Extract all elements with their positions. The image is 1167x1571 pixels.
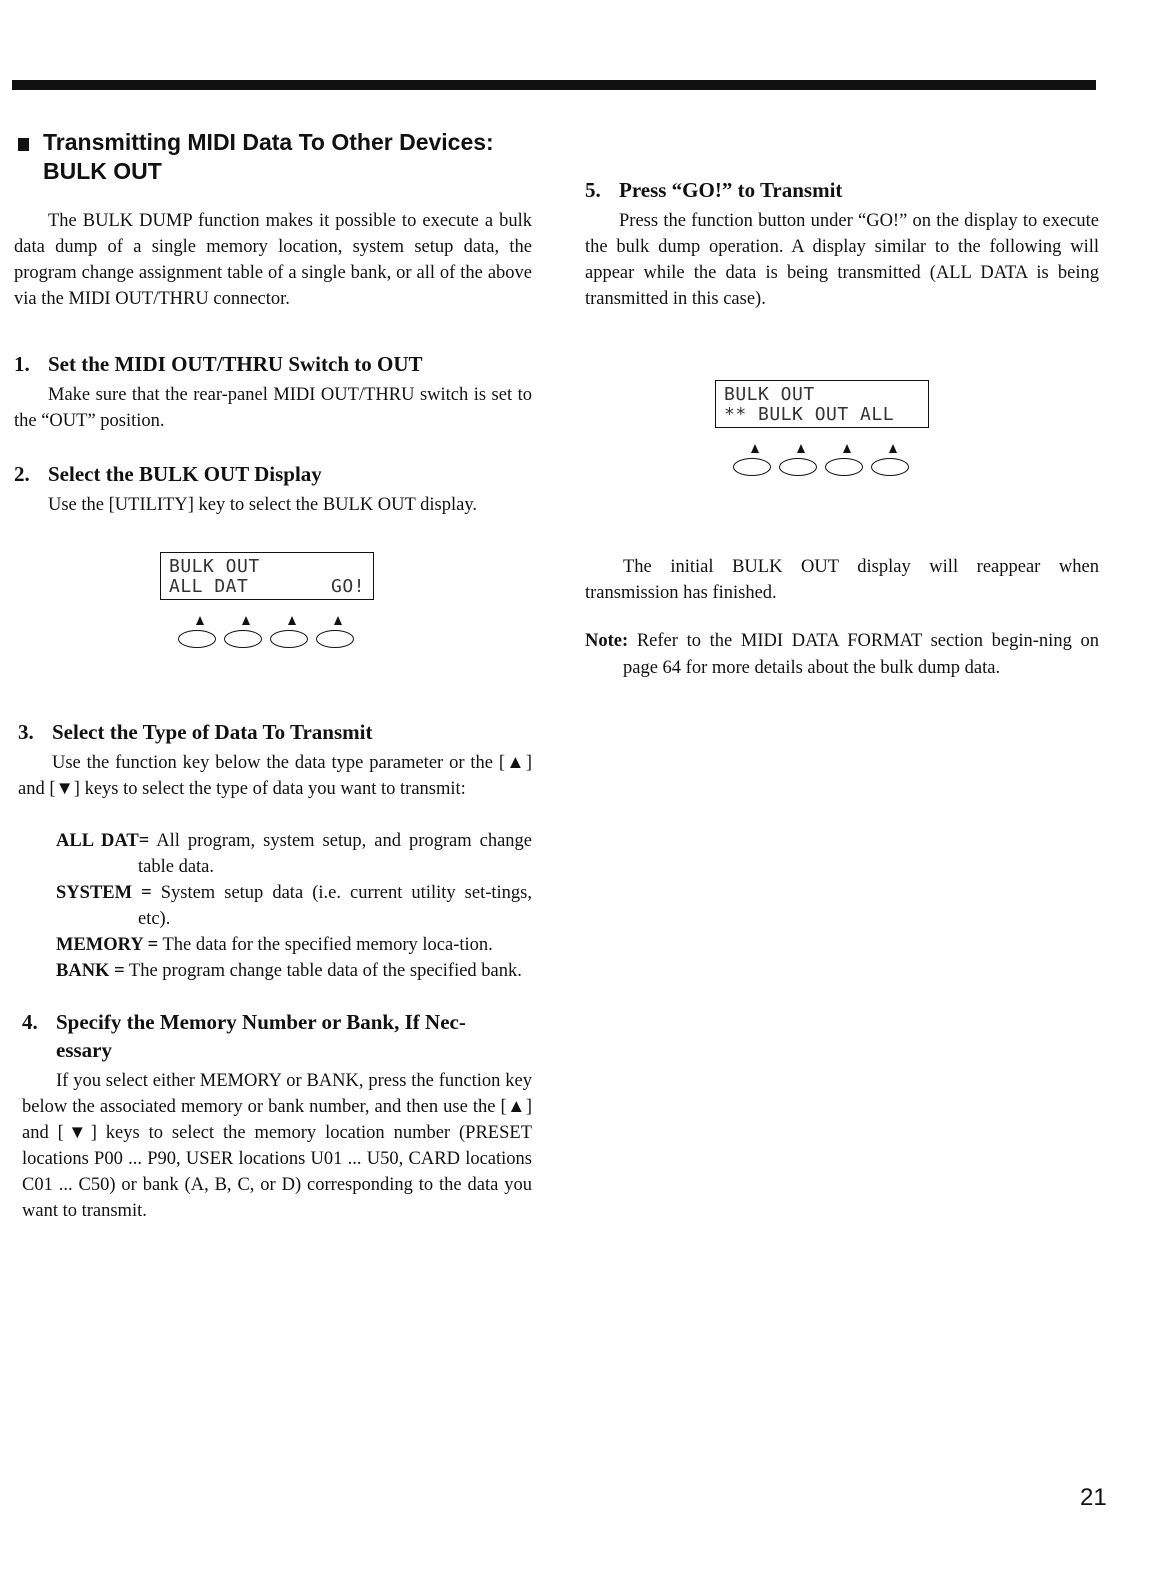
step-5-heading (585, 176, 1099, 204)
left-column (14, 128, 532, 1224)
step-1-heading (14, 350, 532, 378)
step-4-number: 4. (22, 1010, 38, 1034)
lcd-display-bulk-out (160, 552, 378, 656)
data-type-item: ALL DAT= All program, system setup, and program change table data. (56, 831, 532, 877)
up-triangle-icon (288, 616, 296, 625)
page-number: 21 (1080, 1484, 1107, 1511)
lcd-screen (160, 552, 374, 600)
function-button-3[interactable] (823, 444, 867, 484)
lcd-line-2-right: GO! (330, 576, 365, 597)
function-button-2[interactable] (222, 616, 266, 656)
header-rule (12, 80, 1096, 90)
step-1-body: Make sure that the rear-panel MIDI OUT/THRU switch is set to the “OUT” position. (14, 385, 532, 431)
note-text: Refer to the MIDI DATA FORMAT section begin-ning on page 64 for more details about the bulk dump data. (623, 631, 1099, 678)
section-title-line1: Transmitting MIDI Data To Other Devices: (43, 129, 494, 155)
function-button-2[interactable] (777, 444, 821, 484)
data-type-list (14, 828, 532, 984)
step-1-title: Set the MIDI OUT/THRU Switch to OUT (48, 352, 423, 376)
step-4-heading (22, 1008, 532, 1064)
note (585, 628, 1099, 682)
step-4-title-line2: essary (56, 1038, 112, 1062)
step-2-body: Use the [UTILITY] key to select the BULK OUT display. (48, 495, 477, 515)
function-button-3[interactable] (268, 616, 312, 656)
function-button-1[interactable] (176, 616, 220, 656)
up-triangle-icon (889, 444, 897, 453)
note-label: Note: (585, 631, 629, 651)
function-button-4[interactable] (869, 444, 913, 484)
up-triangle-icon (334, 616, 342, 625)
step-5-body: Press the function button under “GO!” on the display to execute the bulk dump operation. A display similar to the following will appear while the data is being transmitted (ALL DATA is being transmitted in this case). (585, 211, 1099, 309)
step-3-number: 3. (18, 720, 34, 744)
up-triangle-icon (751, 444, 759, 453)
lcd-display-transmitting (715, 380, 933, 484)
step-4-title-line1: Specify the Memory Number or Bank, If Nec- (56, 1010, 466, 1034)
section-title (14, 128, 532, 186)
section-title-line2: BULK OUT (43, 158, 162, 184)
intro-paragraph: The BULK DUMP function makes it possible to execute a bulk data dump of a single memory location, system setup data, the program change assignment table of a single bank, or all of the above via the MIDI OUT/THRU connector. (14, 211, 532, 309)
lcd-line-1: BULK OUT (169, 556, 260, 577)
function-button-1[interactable] (731, 444, 775, 484)
right-column (585, 176, 1099, 682)
data-type-item: BANK = The program change table data of the specified bank. (56, 961, 522, 981)
step-3-heading (18, 718, 532, 746)
step-2-heading (14, 460, 532, 488)
function-buttons (731, 444, 933, 484)
step-2-title: Select the BULK OUT Display (48, 462, 322, 486)
step-3-body: Use the function key below the data type parameter or the [▲] and [▼] keys to select the type of data you want to transmit: (18, 753, 532, 799)
square-bullet-icon (18, 138, 29, 151)
lcd-line-2: ** BULK OUT ALL (724, 404, 895, 425)
function-button-4[interactable] (314, 616, 358, 656)
up-triangle-icon (196, 616, 204, 625)
step-3-title: Select the Type of Data To Transmit (52, 720, 373, 744)
step-4-body: If you select either MEMORY or BANK, press the function key below the associated memory or bank number, and then use the [▲] and [▼] keys to select the memory location number (PRESET locations P00 ... P90, USER locations U01 ... U50, CARD locations C01 ... C50) or bank (A, B, C, or D) corresponding to the data you want to transmit. (22, 1071, 532, 1221)
lcd-screen (715, 380, 929, 428)
up-triangle-icon (242, 616, 250, 625)
data-type-item: MEMORY = The data for the specified memory loca-tion. (56, 935, 493, 955)
up-triangle-icon (843, 444, 851, 453)
step-1-number: 1. (14, 352, 30, 376)
function-buttons (176, 616, 378, 656)
data-type-item: SYSTEM = System setup data (i.e. current utility set-tings, etc). (56, 883, 532, 929)
after-transmit-paragraph: The initial BULK OUT display will reappear when transmission has finished. (585, 557, 1099, 603)
lcd-line-2-left: ALL DAT (169, 576, 249, 597)
step-2-number: 2. (14, 462, 30, 486)
step-5-title: Press “GO!” to Transmit (619, 178, 843, 202)
step-5-number: 5. (585, 178, 601, 202)
lcd-line-1: BULK OUT (724, 384, 815, 405)
up-triangle-icon (797, 444, 805, 453)
